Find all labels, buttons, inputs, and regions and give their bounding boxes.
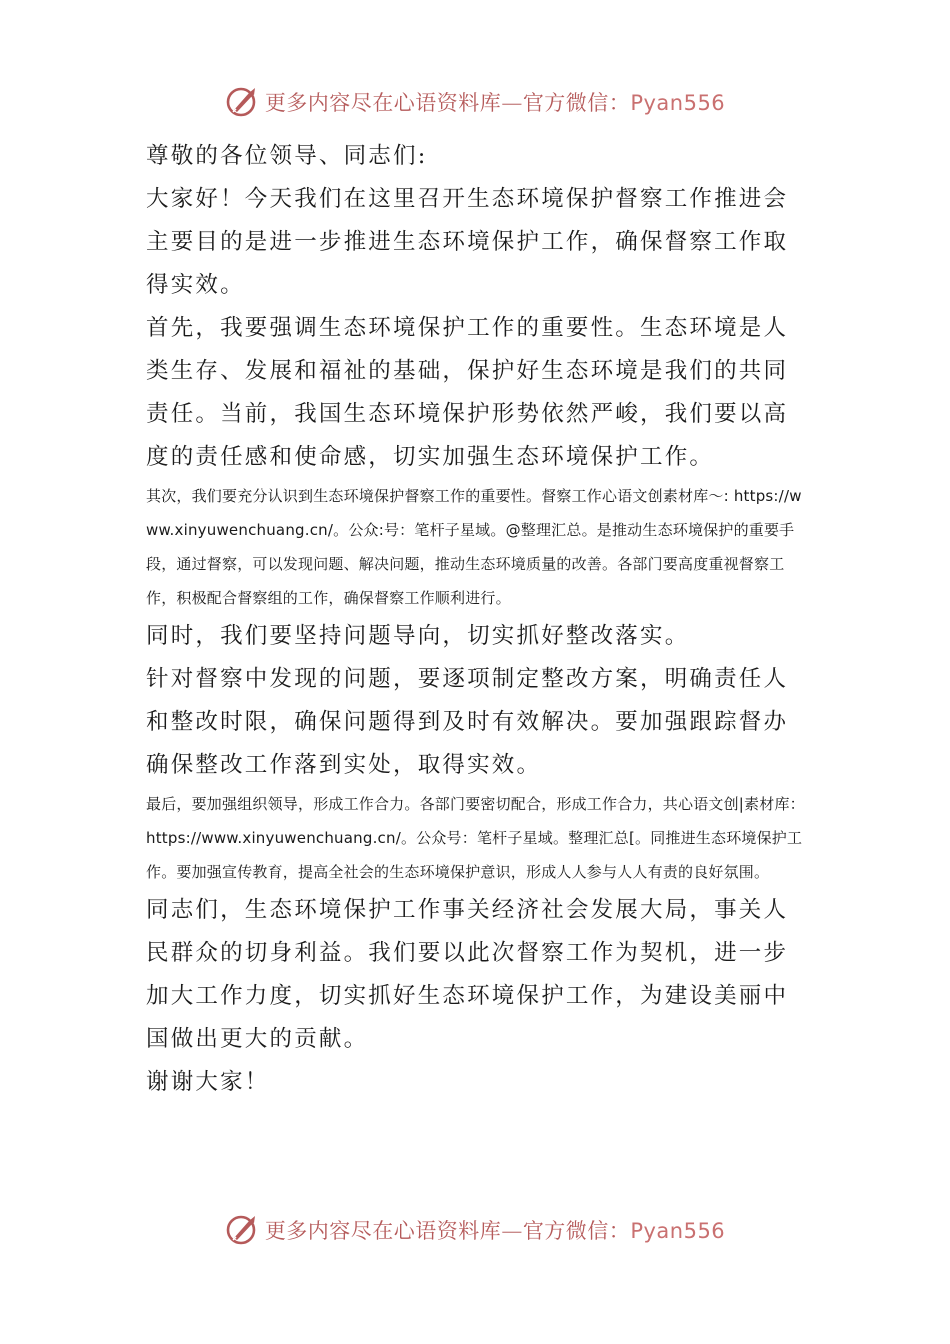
intro-paragraph: 大家好！今天我们在这里召开生态环境保护督察工作推进会主要目的是进一步推进生态环境保护工作，确保督察工作取得实效。 xyxy=(146,186,789,298)
banner-wechat-id: Pyan556 xyxy=(630,91,726,115)
salutation: 尊敬的各位领导、同志们: xyxy=(146,143,428,169)
finally-paragraph: 最后，要加强组织领导，形成工作合力。各部门要密切配合，形成工作合力，共心语文创|素材库：https://www.xinyuwenchuang.cn/。公众号：笔杆子星域。整理汇总[。同推进生态环境保护工作。要加强宣传教育，提高全社会的生态环境保护意识，形成人人参与人人有责的良好氛围。 xyxy=(146,795,805,881)
footer-banner xyxy=(0,1208,950,1252)
header-banner xyxy=(0,80,950,124)
second-paragraph: 其次，我们要充分认识到生态环境保护督察工作的重要性。督察工作心语文创素材库～: https://www.xinyuwenchuang.cn/。公众:号：笔杆子星域。@整理汇总。是推动生态环境保护的重要手段，通过督察，可以发现问题、解决问题，推动生态环境质量的改善。各部门要高度重视督察工作，积极配合督察组的工作，确保督察工作顺利进行。 xyxy=(146,487,802,607)
banner-main-text: 更多内容尽在心语资料库 xyxy=(264,91,502,115)
banner-separator: — xyxy=(501,1219,523,1243)
banner-text xyxy=(265,1215,725,1245)
meanwhile-paragraph: 同时，我们要坚持问题导向，切实抓好整改落实。 xyxy=(146,623,690,649)
banner-official-text: 官方微信： xyxy=(522,91,631,115)
thanks-line: 谢谢大家！ xyxy=(146,1069,270,1095)
banner-main-text: 更多内容尽在心语资料库 xyxy=(264,1219,502,1243)
first-paragraph: 首先，我要强调生态环境保护工作的重要性。生态环境是人类生存、发展和福祉的基础，保护好生态环境是我们的共同责任。当前，我国生态环境保护形势依然严峻，我们要以高度的责任感和使命感，切实加强生态环境保护工作。 xyxy=(146,315,789,470)
conclusion-paragraph: 同志们，生态环境保护工作事关经济社会发展大局，事关人民群众的切身利益。我们要以此次督察工作为契机，进一步加大工作力度，切实抓好生态环境保护工作，为建设美丽中国做出更大的贡献。 xyxy=(146,897,789,1052)
banner-wechat-id: Pyan556 xyxy=(630,1219,726,1243)
quill-pen-icon xyxy=(225,85,259,119)
banner-text xyxy=(265,87,725,117)
banner-official-text: 官方微信： xyxy=(522,1219,631,1243)
banner-separator: — xyxy=(501,91,523,115)
rectify-paragraph: 针对督察中发现的问题，要逐项制定整改方案，明确责任人和整改时限，确保问题得到及时有效解决。要加强跟踪督办确保整改工作落到实处，取得实效。 xyxy=(146,666,789,778)
quill-pen-icon xyxy=(225,1213,259,1247)
document-body xyxy=(146,135,810,1104)
